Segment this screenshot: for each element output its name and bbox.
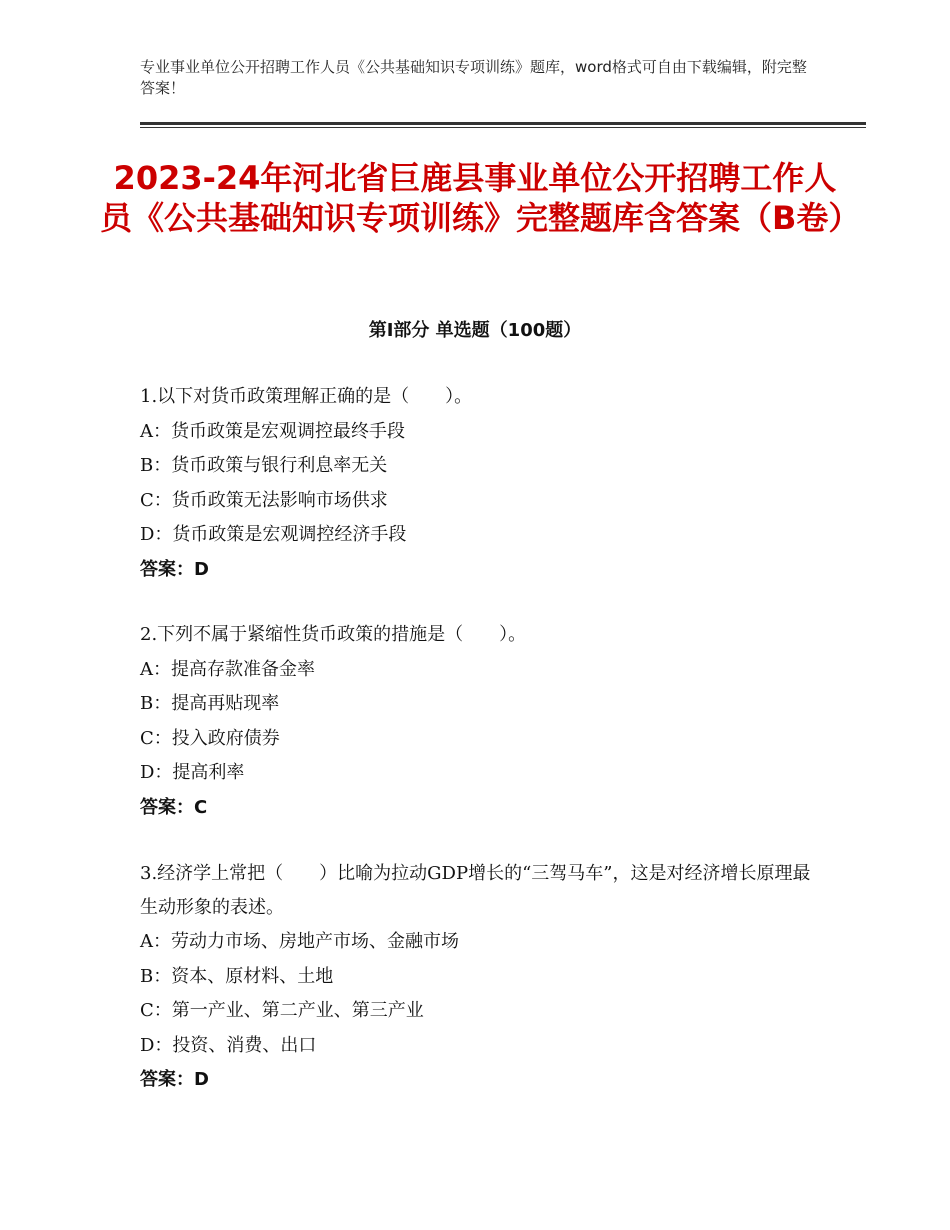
question-stem: 1.以下对货币政策理解正确的是（ ）。 [140, 386, 473, 407]
question-block-3 [140, 857, 820, 1098]
option-b: B：资本、原材料、土地 [140, 965, 334, 987]
document-title: 2023-24年河北省巨鹿县事业单位公开招聘工作人员《公共基础知识专项训练》完整题库含答案（B卷） [100, 159, 861, 237]
header-divider-thick [140, 122, 866, 125]
header-note: 专业事业单位公开招聘工作人员《公共基础知识专项训练》题库，word格式可自由下载编辑，附完整答案！ [140, 58, 807, 97]
answer-line: 答案：D [140, 1069, 209, 1090]
question-stem: 3.经济学上常把（ ）比喻为拉动GDP增长的“三驾马车”，这是对经济增长原理最生动形象的表述。 [140, 863, 811, 918]
option-b: B：货币政策与银行利息率无关 [140, 455, 388, 476]
option-a: A：劳动力市场、房地产市场、金融市场 [140, 931, 459, 952]
question-stem: 2.下列不属于紧缩性货币政策的措施是（ ）。 [140, 624, 527, 645]
option-c: C：第一产业、第二产业、第三产业 [140, 1000, 424, 1021]
answer-line: 答案：C [140, 796, 208, 818]
option-d: D：货币政策是宏观调控经济手段 [140, 524, 407, 545]
option-d: D：投资、消费、出口 [140, 1034, 317, 1056]
option-a: A：提高存款准备金率 [140, 658, 315, 680]
option-d: D：提高利率 [140, 762, 245, 783]
question-block-2 [140, 618, 820, 825]
section-heading: 第Ⅰ部分 单选题（100题） [368, 320, 582, 341]
option-c: C：货币政策无法影响市场供求 [140, 489, 388, 511]
answer-line: 答案：D [140, 558, 209, 580]
option-a: A：货币政策是宏观调控最终手段 [140, 420, 405, 442]
option-c: C：投入政府债券 [140, 727, 280, 749]
question-block-1 [140, 380, 820, 587]
header-divider-thin [140, 127, 866, 128]
option-b: B：提高再贴现率 [140, 693, 280, 714]
